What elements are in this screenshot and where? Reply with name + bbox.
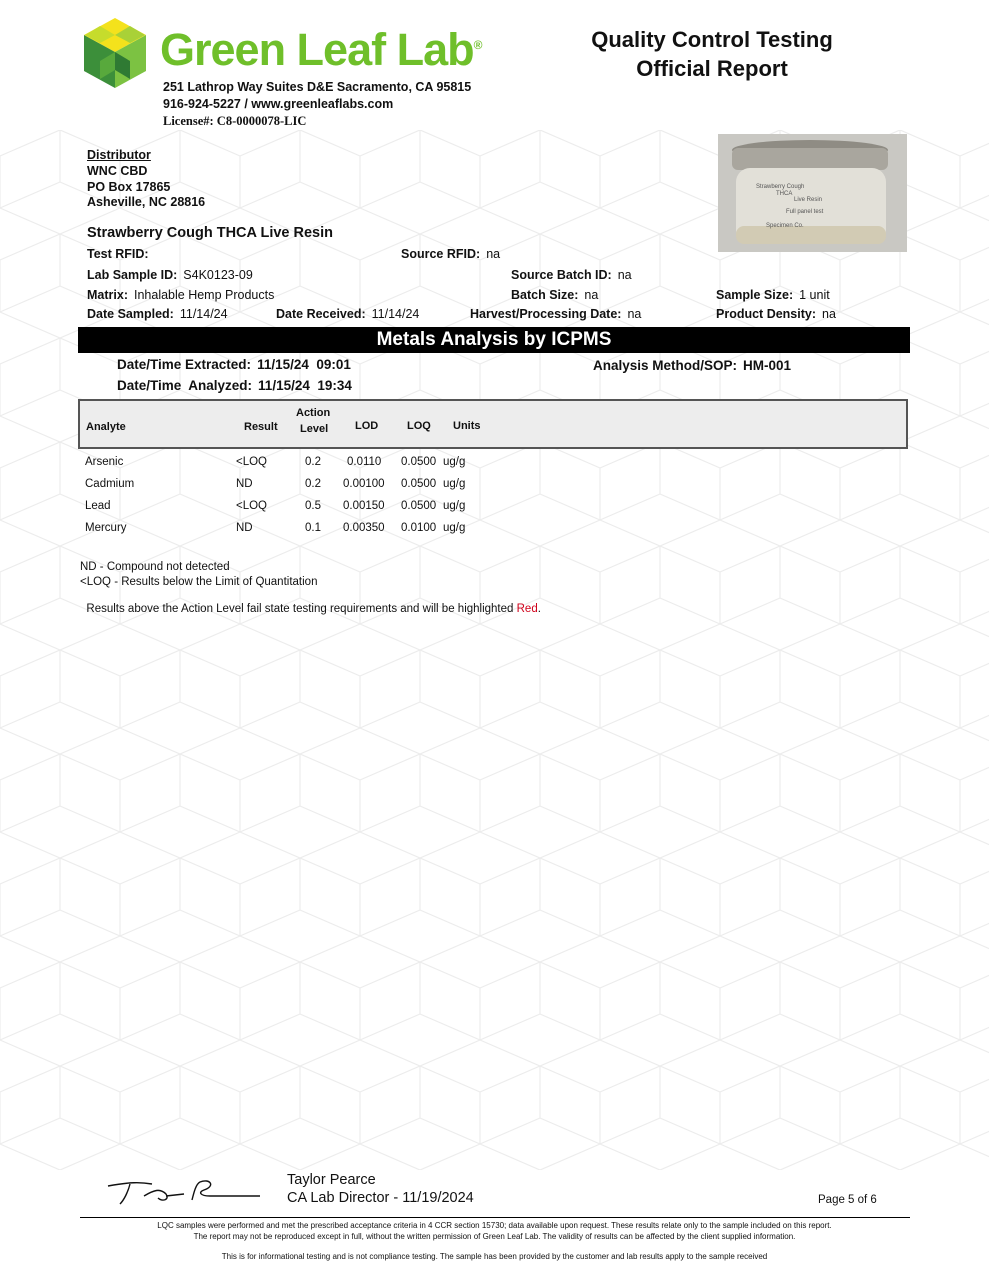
lab-license: License#: C8-0000078-LIC bbox=[163, 114, 307, 128]
lab-sample-id bbox=[87, 268, 253, 282]
date-analyzed-label: Date/Time Analyzed: bbox=[117, 378, 253, 393]
page-number: Page 5 of 6 bbox=[818, 1194, 877, 1206]
cell-lod: 0.00350 bbox=[343, 522, 385, 534]
date-sampled-label: Date Sampled: bbox=[87, 307, 174, 321]
matrix-label: Matrix: bbox=[87, 288, 128, 302]
date-extracted bbox=[117, 357, 357, 372]
analysis-method-value: HM-001 bbox=[743, 358, 792, 373]
signer-name: Taylor Pearce bbox=[287, 1172, 376, 1188]
cell-loq: 0.0500 bbox=[401, 456, 437, 468]
column-header-analyte: Analyte bbox=[86, 421, 126, 433]
cell-action-level: 0.5 bbox=[305, 500, 321, 512]
cell-result: ND bbox=[236, 478, 253, 490]
note-nd: ND - Compound not detected bbox=[80, 561, 230, 573]
cell-units: ug/g bbox=[443, 500, 466, 512]
product-density-value: na bbox=[822, 307, 836, 321]
distributor-heading: Distributor bbox=[87, 148, 151, 162]
cell-units: ug/g bbox=[443, 456, 466, 468]
source-rfid-label: Source RFID: bbox=[401, 247, 481, 261]
disclaimer-line: This is for informational testing and is not compliance testing. The sample has been provided by the customer and lab results apply to the sample received bbox=[221, 1252, 768, 1261]
column-header-lod: LOD bbox=[355, 420, 379, 432]
analysis-method bbox=[593, 358, 797, 373]
source-rfid bbox=[401, 247, 500, 261]
cell-analyte: Arsenic bbox=[85, 456, 124, 468]
product-density-label: Product Density: bbox=[716, 307, 817, 321]
product-density bbox=[716, 307, 836, 321]
test-rfid-label: Test RFID: bbox=[87, 247, 149, 261]
source-rfid-value: na bbox=[486, 247, 501, 261]
cell-units: ug/g bbox=[443, 478, 466, 490]
lab-sample-id-label: Lab Sample ID: bbox=[87, 268, 178, 282]
table-row bbox=[0, 522, 989, 542]
lab-address: 251 Lathrop Way Suites D&E Sacramento, CA 95815 bbox=[163, 80, 472, 94]
jar-label-line: Strawberry Cough bbox=[756, 184, 805, 190]
cell-action-level: 0.2 bbox=[305, 456, 321, 468]
distributor-name: WNC CBD bbox=[87, 164, 148, 178]
cell-loq: 0.0500 bbox=[401, 478, 437, 490]
harvest-date-value: na bbox=[627, 307, 642, 321]
green-leaf-lab-logo-icon bbox=[80, 16, 150, 90]
note-action-level bbox=[80, 591, 541, 615]
footer-divider bbox=[80, 1217, 910, 1218]
cell-analyte: Lead bbox=[85, 500, 111, 512]
date-received-value: 11/14/24 bbox=[371, 307, 420, 321]
test-rfid bbox=[87, 247, 155, 261]
lab-sample-id-value: S4K0123-09 bbox=[183, 268, 253, 282]
report-subtitle: Official Report bbox=[636, 56, 788, 81]
date-received bbox=[276, 307, 419, 321]
date-sampled-value: 11/14/24 bbox=[179, 307, 228, 321]
cell-action-level: 0.2 bbox=[305, 478, 321, 490]
table-header bbox=[78, 399, 908, 449]
sample-size bbox=[716, 288, 830, 302]
matrix bbox=[87, 288, 274, 302]
jar-label-line: THCA bbox=[776, 191, 793, 197]
product-name: Strawberry Cough THCA Live Resin bbox=[87, 225, 334, 241]
distributor-city: Asheville, NC 28816 bbox=[87, 195, 206, 209]
sample-size-label: Sample Size: bbox=[716, 288, 794, 302]
cell-result: <LOQ bbox=[236, 456, 268, 468]
cell-result: ND bbox=[236, 522, 253, 534]
date-analyzed-value: 11/15/24 19:34 bbox=[258, 378, 352, 393]
cell-lod: 0.00100 bbox=[343, 478, 385, 490]
sample-size-value: 1 unit bbox=[799, 288, 830, 302]
batch-size bbox=[511, 288, 598, 302]
report-title: Quality Control Testing bbox=[591, 27, 833, 52]
table-row bbox=[0, 500, 989, 520]
disclaimer-line: LQC samples were performed and met the prescribed acceptance criteria in 4 CCR section 15730; data available upon request. These results relate only to the sample included on this report. bbox=[157, 1221, 832, 1230]
brand-name: Green Leaf Lab® bbox=[160, 24, 482, 75]
date-analyzed bbox=[117, 378, 358, 393]
jar-label-line: Full panel test bbox=[786, 209, 824, 215]
cell-loq: 0.0100 bbox=[401, 522, 437, 534]
source-batch-id-value: na bbox=[617, 268, 632, 282]
note-action-suffix: . bbox=[537, 603, 541, 615]
background-watermark-pattern bbox=[0, 130, 989, 1170]
cell-lod: 0.00150 bbox=[343, 500, 385, 512]
cell-result: <LOQ bbox=[236, 500, 268, 512]
director-signature bbox=[100, 1170, 270, 1210]
table-row bbox=[0, 456, 989, 476]
cell-analyte: Mercury bbox=[85, 522, 127, 534]
batch-size-label: Batch Size: bbox=[511, 288, 579, 302]
cell-lod: 0.0110 bbox=[347, 456, 382, 468]
source-batch-id bbox=[511, 268, 632, 282]
matrix-value: Inhalable Hemp Products bbox=[133, 288, 275, 302]
section-title-bar: Metals Analysis by ICPMS bbox=[78, 327, 910, 353]
batch-size-value: na bbox=[584, 288, 599, 302]
note-loq: <LOQ - Results below the Limit of Quantitation bbox=[80, 576, 318, 588]
lab-contact: 916-924-5227 / www.greenleaflabs.com bbox=[163, 97, 394, 111]
cell-analyte: Cadmium bbox=[85, 478, 135, 490]
table-row bbox=[0, 478, 989, 498]
harvest-date bbox=[470, 307, 641, 321]
cell-action-level: 0.1 bbox=[305, 522, 321, 534]
distributor-po-box: PO Box 17865 bbox=[87, 180, 171, 194]
disclaimer-line: The report may not be reproduced except in full, without the written permission of Green Leaf Lab. The validity of results can be affected by the client supplied information. bbox=[193, 1232, 796, 1241]
source-batch-id-label: Source Batch ID: bbox=[511, 268, 612, 282]
sample-photo bbox=[718, 134, 907, 252]
date-extracted-label: Date/Time Extracted: bbox=[117, 357, 252, 372]
cell-units: ug/g bbox=[443, 522, 466, 534]
column-header-result: Result bbox=[244, 421, 278, 433]
date-received-label: Date Received: bbox=[276, 307, 366, 321]
date-sampled bbox=[87, 307, 228, 321]
jar-label-line: Specimen Co. bbox=[766, 223, 804, 229]
column-header-loq: LOQ bbox=[407, 420, 431, 432]
note-action-text: Results above the Action Level fail state testing requirements and will be highlighted bbox=[86, 603, 517, 615]
harvest-date-label: Harvest/Processing Date: bbox=[470, 307, 622, 321]
date-extracted-value: 11/15/24 09:01 bbox=[257, 357, 351, 372]
analysis-method-label: Analysis Method/SOP: bbox=[593, 358, 738, 373]
jar-label-line: Live Resin bbox=[794, 197, 823, 203]
note-action-red: Red bbox=[516, 603, 538, 615]
column-header-level: Level bbox=[300, 423, 329, 435]
column-header-action: Action bbox=[296, 407, 331, 419]
signer-title: CA Lab Director - 11/19/2024 bbox=[287, 1190, 474, 1206]
column-header-units: Units bbox=[453, 420, 481, 432]
cell-loq: 0.0500 bbox=[401, 500, 437, 512]
